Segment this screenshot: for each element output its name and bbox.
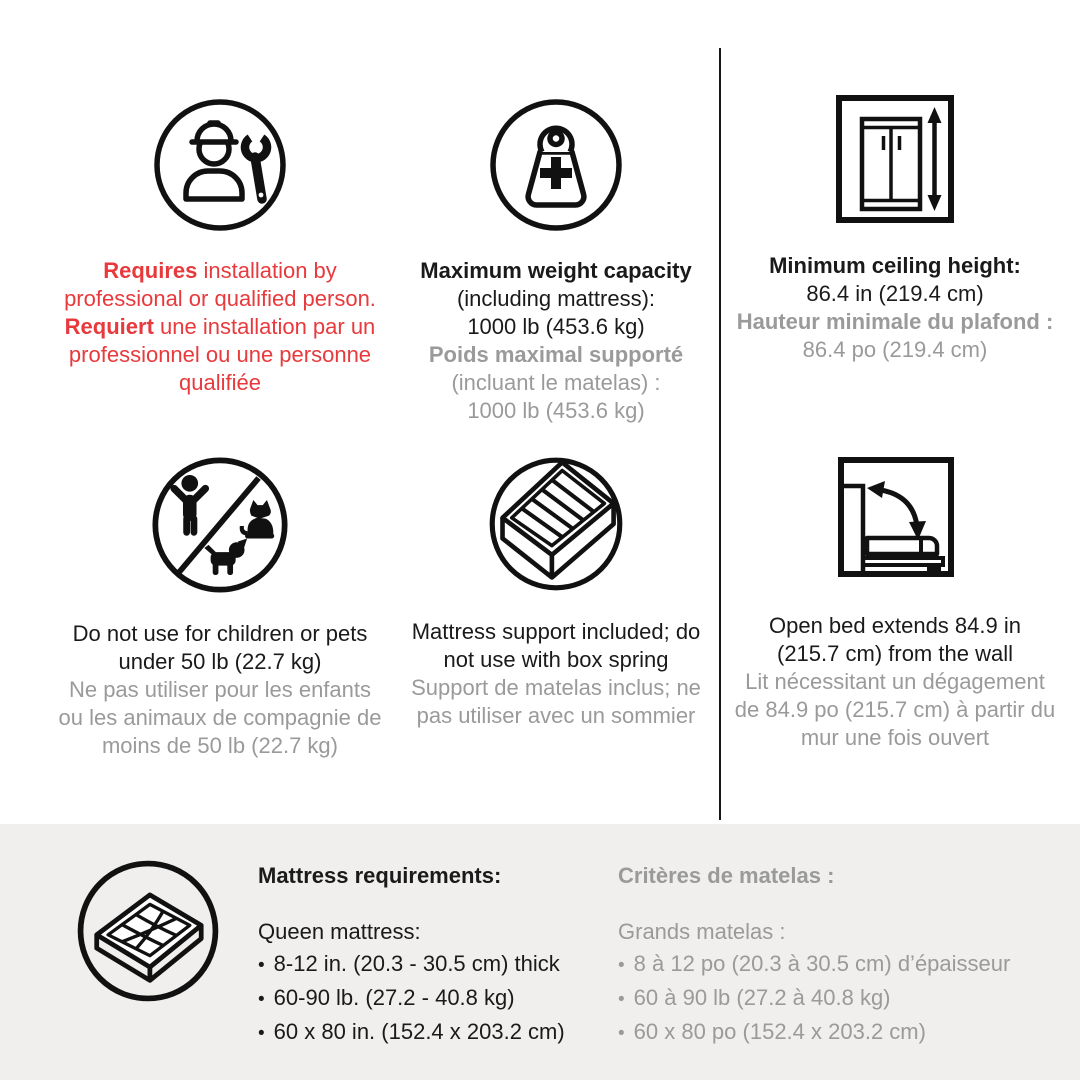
panel-mattress-support: [400, 452, 712, 730]
text-line: (including mattress):: [456, 286, 656, 311]
slats-icon: [484, 452, 628, 596]
text-line: Lit nécessitant un dégagement: [745, 669, 1045, 694]
bullet-dot: [618, 948, 634, 982]
panel-ceiling-height: [730, 90, 1060, 364]
text-line: professional or qualified person.: [64, 286, 376, 311]
text-line: Minimum ceiling height:: [769, 253, 1021, 278]
mattress-requirements-fr: [618, 862, 1058, 1050]
ceiling-height-icon: [825, 90, 965, 230]
text-line: moins de 50 lb (22.7 kg): [101, 733, 338, 758]
text-line: professionnel ou une personne: [68, 342, 372, 367]
text-line: (215.7 cm) from the wall: [777, 641, 1013, 666]
panel-installation: [28, 95, 412, 397]
text-line: Maximum weight capacity: [420, 258, 692, 283]
text-line: mur une fois ouvert: [800, 725, 990, 750]
no-children-pets-icon: [147, 452, 293, 598]
text-line: Requires installation by: [103, 258, 337, 283]
text-line: Mattress support included; do: [411, 619, 701, 644]
mattress-requirements-title-fr: Critères de matelas :: [618, 863, 835, 888]
dog-silhouette: [204, 539, 247, 576]
bullet-dot: [258, 1016, 274, 1050]
panel-installation-text: [64, 257, 376, 397]
text-line: not use with box spring: [443, 647, 669, 672]
text-line: qualifiée: [179, 370, 261, 395]
mattress-requirements-en: [258, 862, 608, 1050]
panel-open-bed: [726, 450, 1064, 752]
list-item: • 8 à 12 po (20.3 à 30.5 cm) d’épaisseur: [618, 948, 1058, 982]
text-line: Hauteur minimale du plafond :: [736, 309, 1054, 334]
open-bed-icon: [825, 450, 965, 590]
text-line: (incluant le matelas) :: [451, 370, 661, 395]
mattress-subtitle-en: Queen mattress:: [258, 919, 421, 944]
bullet-dot: [258, 948, 274, 982]
mattress-icon: [72, 855, 224, 1007]
bullet-dot: [618, 982, 634, 1016]
text-line: Support de matelas inclus; ne: [411, 675, 701, 700]
text-line: 1000 lb (453.6 kg): [467, 398, 645, 423]
text-line: de 84.9 po (215.7 cm) à partir du: [734, 697, 1056, 722]
mattress-subtitle-fr: Grands matelas :: [618, 919, 786, 944]
installer-icon: [150, 95, 290, 235]
list-item: • 60 à 90 lb (27.2 à 40.8 kg): [618, 982, 1058, 1016]
text-line: Do not use for children or pets: [72, 621, 368, 646]
panel-no-children-pets: [28, 452, 412, 760]
text-line: Open bed extends 84.9 in: [769, 613, 1021, 638]
panel-no-children-pets-text: [59, 620, 382, 760]
list-item: • 8-12 in. (20.3 - 30.5 cm) thick: [258, 948, 608, 982]
text-line: 86.4 in (219.4 cm): [806, 281, 984, 306]
panel-max-weight-text: [420, 257, 691, 425]
text-line: Poids maximal supporté: [428, 342, 684, 367]
list-item: • 60-90 lb. (27.2 - 40.8 kg): [258, 982, 608, 1016]
bullet-dot: [258, 982, 274, 1016]
text-line: Requiert une installation par un: [64, 314, 376, 339]
panel-open-bed-text: [735, 612, 1055, 752]
panel-max-weight: [400, 95, 712, 425]
list-item: • 60 x 80 in. (152.4 x 203.2 cm): [258, 1016, 608, 1050]
panel-ceiling-height-text: [737, 252, 1054, 364]
bullet-dot: [618, 1016, 634, 1050]
panel-mattress-support-text: [411, 618, 701, 730]
list-item: • 60 x 80 po (152.4 x 203.2 cm): [618, 1016, 1058, 1050]
vertical-divider: [719, 48, 721, 820]
text-line: Ne pas utiliser pour les enfants: [68, 677, 372, 702]
weight-icon: [486, 95, 626, 235]
mattress-requirements-title-en: Mattress requirements:: [258, 863, 502, 888]
text-line: 1000 lb (453.6 kg): [467, 314, 645, 339]
cat-silhouette: [240, 500, 275, 539]
text-line: under 50 lb (22.7 kg): [118, 649, 322, 674]
mattress-requirements-band: [0, 824, 1080, 1080]
text-line: ou les animaux de compagnie de: [58, 705, 382, 730]
text-line: 86.4 po (219.4 cm): [802, 337, 988, 362]
text-line: pas utiliser avec un sommier: [416, 703, 696, 728]
